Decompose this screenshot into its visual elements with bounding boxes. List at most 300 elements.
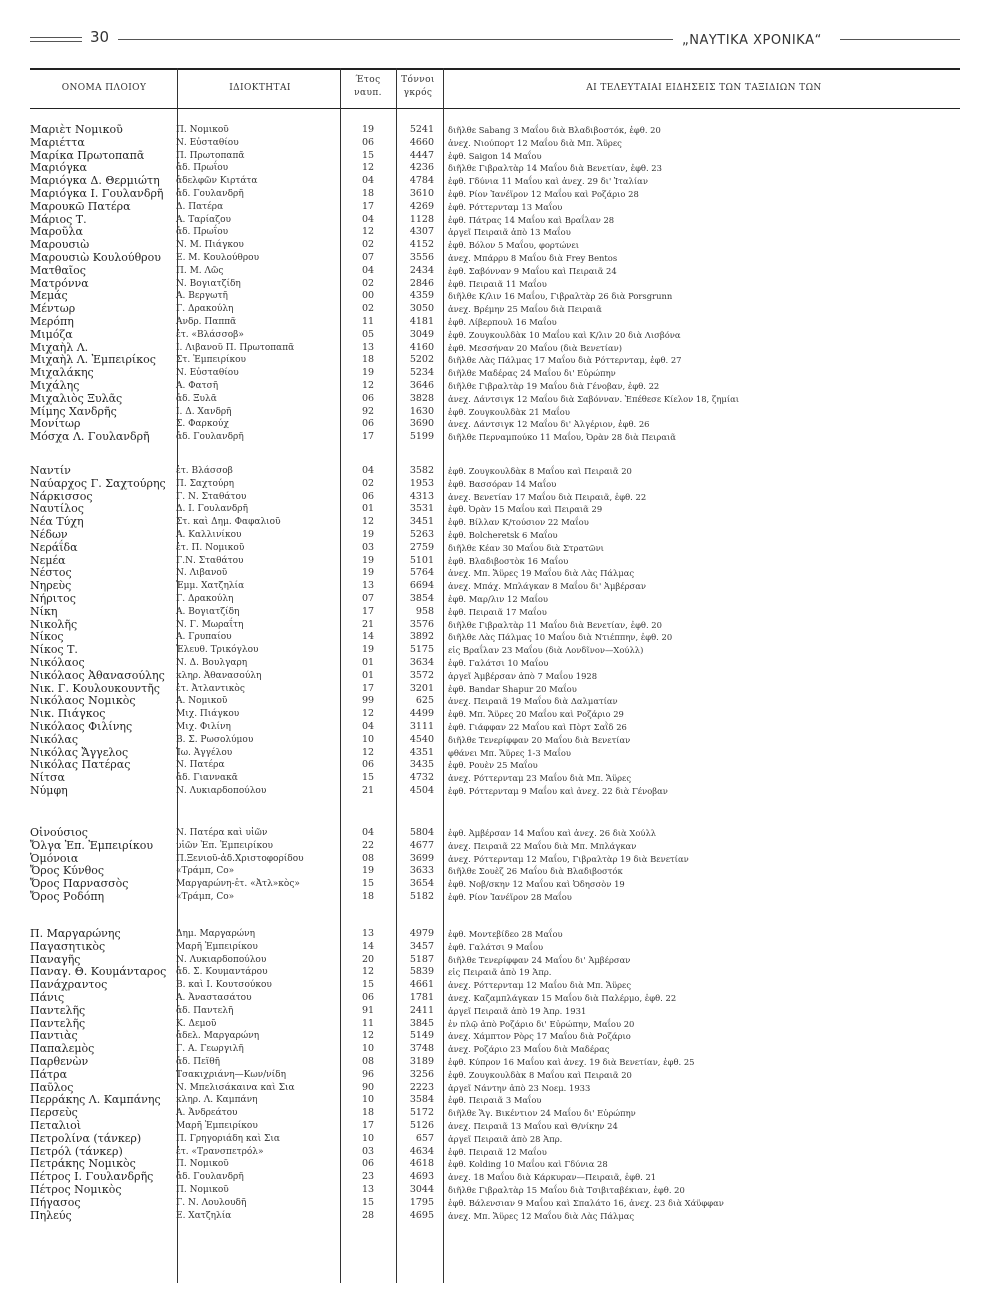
gross-tons: 4693	[409, 1171, 434, 1183]
ship-owner: Γ.Ν. Σταθάτου	[176, 555, 244, 566]
voyage-news: ἐφθ. Βασσόραν 14 Μαΐου	[448, 478, 557, 489]
ship-name: Μόσχα Λ. Γουλανδρῆ	[30, 430, 150, 444]
gross-tons: 4307	[409, 226, 434, 238]
gross-tons: 3531	[409, 503, 434, 515]
ship-name: Νέδων	[30, 527, 68, 541]
table-row	[30, 941, 960, 954]
gross-tons: 2223	[409, 1081, 434, 1093]
ship-owner: Π. Σαχτούρη	[176, 478, 235, 489]
gross-tons: 3556	[409, 251, 434, 263]
ship-name: Μίμης Χανδρῆς	[30, 404, 117, 418]
gross-tons: 625	[415, 695, 434, 707]
ship-name: Ναυτίλος	[30, 502, 84, 516]
ship-owner: Ε. Μ. Κουλούθρου	[176, 252, 260, 263]
build-year: 04	[361, 827, 375, 838]
ship-name: Μάριος Τ.	[30, 212, 87, 226]
voyage-news: ἀνεχ. Μπάχ. Μπλάγκαν 8 Μαΐου δι' Ἀμβέρσαν	[448, 581, 646, 592]
ship-name: Ματθαῖος	[30, 263, 86, 277]
build-year: 06	[361, 490, 375, 502]
gross-tons: 3828	[409, 392, 434, 404]
voyage-news: διῆλθε Γιβραλτὰρ 11 Μαΐου διὰ Βενετίαν, ἐφθ. 20	[448, 619, 662, 630]
voyage-news: διῆλθε Ἅγ. Βικέντιον 24 Μαΐου δι' Εὐρώπην	[448, 1108, 636, 1119]
ship-owner: Ν. Λιβανοῦ	[176, 568, 228, 579]
ship-owner: Π. Νομικοῦ	[176, 1159, 229, 1170]
gross-tons: 4695	[409, 1209, 434, 1221]
ship-owner: Β. Σ. Ρωσολύμου	[176, 734, 254, 745]
gross-tons: 3699	[409, 852, 434, 864]
gross-tons: 4269	[409, 200, 434, 212]
table-row	[30, 865, 960, 878]
build-year: 91	[361, 1004, 375, 1016]
gross-tons: 4359	[409, 290, 434, 302]
ship-owner: «Τράμπ, Co»	[176, 891, 235, 902]
build-year: 10	[361, 1094, 375, 1106]
voyage-news: ἐφθ. Ρίον Ἰανέϊρον 28 Μαΐου	[448, 891, 572, 902]
ship-owner: ἀδ. Ξυλᾶ	[176, 393, 217, 404]
ship-name: Μιχαλιὸς Ξυλᾶς	[30, 391, 123, 405]
gross-tons: 1630	[409, 405, 434, 417]
ship-name: Πάτρα	[30, 1067, 68, 1081]
ship-name: Νάρκισσος	[30, 489, 93, 503]
build-year: 15	[361, 979, 375, 991]
build-year: 06	[361, 759, 375, 771]
voyage-news: ἀργεῖ Νάντην ἀπὸ 23 Νοεμ. 1933	[448, 1082, 591, 1093]
table-row	[30, 175, 960, 188]
ship-name: Νήριτος	[30, 591, 76, 605]
build-year: 05	[361, 328, 375, 340]
gross-tons: 5175	[409, 644, 434, 656]
ship-owner: Α. Ἀναστασάτου	[176, 992, 252, 1003]
voyage-news: ἀνεχ. Πειραιᾶ 22 Μαΐου διὰ Μπ. Μπλάγκαν	[448, 840, 637, 851]
ship-owner: ἀδ. Γουλανδρῆ	[176, 1172, 244, 1183]
voyage-news: ἐφθ. Ρόττερνταμ 13 Μαΐου	[448, 201, 563, 212]
ship-name: Μαρουκῶ Πατέρα	[30, 199, 131, 213]
ship-owner: ἑτ. Ἀτλαντικὸς	[176, 683, 245, 694]
voyage-news: ἀνεχ. Ρόττερνταμ 12 Μαΐου, Γιβραλτὰρ 19 διὰ Βενετίαν	[448, 853, 689, 864]
ship-owner: Π. Νομικοῦ	[176, 1184, 229, 1195]
build-year: 15	[361, 149, 375, 161]
gross-tons: 3610	[409, 187, 434, 199]
ship-owner: υἱῶν Ἐπ. Ἐμπειρίκου	[176, 840, 273, 851]
voyage-news: διῆλθε Περναμπούκο 11 Μαΐου, Ὀρὰν 28 διὰ Πειραιᾶ	[448, 432, 676, 443]
gross-tons: 2846	[409, 277, 434, 289]
table-row	[30, 644, 960, 657]
gross-tons: 3572	[409, 669, 434, 681]
build-year: 17	[361, 682, 375, 694]
ship-name: Μιχαλάκης	[30, 366, 94, 380]
ship-name: Πηλεύς	[30, 1208, 72, 1222]
build-year: 19	[361, 567, 375, 579]
gross-tons: 3111	[409, 720, 434, 732]
ship-name: Παναγῆς	[30, 952, 81, 966]
table-row	[30, 606, 960, 619]
voyage-news: ἀργεῖ Πειραιᾶ ἀπὸ 13 Μαΐου	[448, 227, 571, 238]
column-header-tons-line1: Τόννοι	[401, 75, 435, 85]
ship-name: Νικόλαος Νομικὸς	[30, 694, 136, 708]
build-year: 28	[361, 1209, 375, 1221]
section-n	[30, 465, 960, 798]
gross-tons: 3633	[409, 865, 434, 877]
table-row	[30, 239, 960, 252]
ship-name: Ὄρος Ροδόπη	[30, 889, 105, 903]
build-year: 10	[361, 1132, 375, 1144]
gross-tons: 4504	[409, 784, 434, 796]
voyage-news: ἐφθ. Κύπρον 16 Μαΐου καὶ ἀνεχ. 19 διὰ Βενετίαν, ἐφθ. 25	[448, 1056, 695, 1067]
ship-owner: «Τράμπ, Co»	[176, 866, 235, 877]
ship-name: Πεταλιοὶ	[30, 1118, 82, 1132]
header-rule-middle	[118, 39, 673, 40]
ship-name: Μερόπη	[30, 314, 74, 328]
ship-owner: Ν. Εὐσταθίου	[176, 137, 239, 148]
table-row	[30, 303, 960, 316]
voyage-news: εἰς Βραΐλαν 23 Μαΐου (διὰ Λονδῖνον—Χούλλ)	[448, 645, 644, 656]
ship-name: Π. Μαργαρώνης	[30, 927, 121, 940]
gross-tons: 4677	[409, 839, 434, 851]
build-year: 12	[361, 746, 375, 758]
ship-owner: Ν. Λυκιαρδοπούλου	[176, 954, 267, 965]
ship-name: Πετρολίνα (τάνκερ)	[30, 1131, 142, 1145]
ship-owner: Ν. Βογιατζίδη	[176, 278, 241, 289]
table-row	[30, 491, 960, 504]
ship-name: Μαριόγκα Δ. Θερμιώτη	[30, 174, 160, 188]
voyage-news: ἐφθ. Bolcheretsk 6 Μαΐου	[448, 529, 558, 540]
gross-tons: 4540	[409, 733, 434, 745]
voyage-news: διῆλθε Κέαν 30 Μαΐου διὰ Στρατῶνι	[448, 542, 604, 553]
gross-tons: 4732	[409, 772, 434, 784]
ship-name: Οἰνούσιος	[30, 826, 88, 839]
ship-name: Μέντωρ	[30, 302, 76, 316]
gross-tons: 5172	[409, 1107, 434, 1119]
gross-tons: 1781	[409, 991, 434, 1003]
table-row	[30, 992, 960, 1005]
build-year: 18	[361, 1107, 375, 1119]
voyage-news: ἐφθ. Βλαδιβοστὸκ 16 Μαΐου	[448, 555, 569, 566]
ship-name: Νικόλας Πατέρας	[30, 758, 131, 772]
ship-owner: Α. Βογιατζίδη	[176, 606, 240, 617]
voyage-news: ἐφθ. Μεσσήναν 20 Μαΐου (διὰ Βενετίαν)	[448, 342, 622, 353]
ship-owner: ἀδ. Πρωΐου	[176, 163, 229, 174]
gross-tons: 3044	[409, 1183, 434, 1195]
voyage-news: ἐφθ. Ρόττερνταμ 9 Μαΐου καὶ ἀνεχ. 22 διὰ Γένοβαν	[448, 785, 668, 796]
voyage-news: ἀνεχ. Πειραιᾶ 13 Μαΐου καὶ Θ/νίκην 24	[448, 1120, 618, 1131]
build-year: 04	[361, 720, 375, 732]
voyage-news: φθάνει Μπ. Ἄϋρες 1-3 Μαΐου	[448, 747, 571, 758]
ship-owner: Α. Νομικοῦ	[176, 696, 228, 707]
build-year: 07	[361, 592, 375, 604]
table-row	[30, 354, 960, 367]
ship-name: Μαριόγκα	[30, 161, 87, 175]
build-year: 12	[361, 516, 375, 528]
voyage-news: διῆλθε Κ/λιν 16 Μαΐου, Γιβραλτὰρ 26 διὰ Porsgrunn	[448, 291, 673, 302]
build-year: 19	[361, 644, 375, 656]
table-row	[30, 252, 960, 265]
gross-tons: 1953	[409, 477, 434, 489]
table-row	[30, 290, 960, 303]
ship-owner: ἀδ. Σ. Κουμαντάρου	[176, 967, 268, 978]
voyage-news: ἐφθ. Γδύνια 11 Μαΐου καὶ ἀνεχ. 29 δι' Ἰταλίαν	[448, 176, 648, 187]
voyage-news: διῆλθε Γιβραλτὰρ 14 Μαΐου διὰ Βενετίαν, ἐφθ. 23	[448, 163, 662, 174]
build-year: 17	[361, 605, 375, 617]
gross-tons: 3690	[409, 418, 434, 430]
table-row	[30, 201, 960, 214]
ship-owner: Τσακιχριάνη—Κων/νίδη	[176, 1069, 286, 1080]
voyage-news: ἐφθ. Ζουγκουλδὰκ 8 Μαΐου καὶ Πειραιᾶ 20	[448, 1069, 632, 1080]
table-row	[30, 695, 960, 708]
build-year: 99	[361, 695, 375, 707]
gross-tons: 4236	[409, 162, 434, 174]
build-year: 02	[361, 277, 375, 289]
gross-tons: 5234	[409, 367, 434, 379]
ship-name: Νικόλαος	[30, 655, 85, 669]
ship-name: Παῦλος	[30, 1080, 74, 1094]
build-year: 19	[361, 124, 375, 135]
ship-owner: ἀδελφῶν Κιρτάτα	[176, 176, 258, 187]
column-header-news: ΑΙ ΤΕΛΕΥΤΑΙΑΙ ΕΙΔΗΣΕΙΣ ΤΩΝ ΤΑΞΙΔΙΩΝ ΤΩΝ	[586, 83, 822, 93]
ship-owner: ἀδ. Γιαννακᾶ	[176, 773, 238, 784]
table-row	[30, 1030, 960, 1043]
voyage-news: ἐφθ. Πειραιᾶ 12 Μαΐου	[448, 1146, 547, 1157]
voyage-news: διῆλθε Γιβραλτὰρ 15 Μαΐου διὰ Τσιβιταβέκιαν, ἐφθ. 20	[448, 1184, 685, 1195]
ship-name: Μαριόγκα Ι. Γουλανδρῆ	[30, 186, 164, 200]
table-row	[30, 734, 960, 747]
ship-owner: Ν. Πατέρα	[176, 760, 225, 771]
table-row	[30, 342, 960, 355]
ship-owner: ἀδ. Γουλανδρῆ	[176, 188, 244, 199]
table-row	[30, 1210, 960, 1223]
voyage-news: διῆλθε Sabang 3 Μαΐου διὰ Βλαδιβοστόκ, ἐφθ. 20	[448, 125, 661, 135]
ship-owner: Ν. Μ. Πιάγκου	[176, 240, 244, 251]
ship-name: Πανάχραντος	[30, 978, 108, 992]
table-row	[30, 657, 960, 670]
voyage-news: ἀργεῖ Πειραιᾶ ἀπὸ 19 Ἀπρ. 1931	[448, 1005, 587, 1016]
build-year: 03	[361, 1145, 375, 1157]
ship-owner: ἀδ. Γουλανδρῆ	[176, 432, 244, 443]
voyage-news: ἐφθ. Ζουγκουλδὰκ 10 Μαΐου καὶ Κ/λιν 20 διὰ Λισβόνα	[448, 329, 681, 340]
table-row	[30, 1184, 960, 1197]
build-year: 19	[361, 367, 375, 379]
build-year: 13	[361, 1183, 375, 1195]
voyage-news: ἐφθ. Ὀρὰν 15 Μαΐου καὶ Πειραιᾶ 29	[448, 504, 603, 515]
ship-owner: κληρ. Λ. Καμπάνη	[176, 1095, 258, 1106]
ship-owner: ἀδ. Παντελῆ	[176, 1005, 234, 1016]
build-year: 06	[361, 418, 375, 430]
gross-tons: 3256	[409, 1068, 434, 1080]
gross-tons: 5126	[409, 1119, 434, 1131]
ship-name: Παγασητικὸς	[30, 939, 106, 953]
table-row	[30, 1094, 960, 1107]
ship-name: Μαρίκα Πρωτοπαπᾶ	[30, 148, 145, 162]
voyage-news: ἐφθ. Ζουγκουλδὰκ 8 Μαΐου καὶ Πειραιᾶ 20	[448, 466, 632, 476]
ship-name: Παντελῆς	[30, 1016, 86, 1030]
build-year: 19	[361, 865, 375, 877]
voyage-news: διῆλθε Σουὲζ 26 Μαΐου διὰ Βλαδιβοστόκ	[448, 866, 623, 877]
gross-tons: 5149	[409, 1030, 434, 1042]
ship-name: Ὄλγα Ἐπ. Ἐμπειρίκου	[30, 838, 154, 852]
gross-tons: 4351	[409, 746, 434, 758]
table-row	[30, 785, 960, 798]
build-year: 02	[361, 239, 375, 251]
build-year: 15	[361, 772, 375, 784]
gross-tons: 3845	[409, 1017, 434, 1029]
gross-tons: 4313	[409, 490, 434, 502]
gross-tons: 4634	[409, 1145, 434, 1157]
build-year: 06	[361, 1158, 375, 1170]
table-row	[30, 418, 960, 431]
ship-owner: Π. Νομικοῦ	[176, 125, 229, 135]
gross-tons: 3576	[409, 618, 434, 630]
table-row	[30, 431, 960, 444]
build-year: 10	[361, 1043, 375, 1055]
build-year: 10	[361, 733, 375, 745]
table-row	[30, 593, 960, 606]
ship-owner: Μαρῆ Ἐμπειρίκου	[176, 1120, 258, 1131]
table-row	[30, 619, 960, 632]
voyage-news: ἐφθ. Λίβερπουλ 16 Μαΐου	[448, 316, 557, 327]
gross-tons: 4784	[409, 175, 434, 187]
table-header	[30, 68, 960, 109]
ship-name: Νύμφη	[30, 783, 68, 797]
voyage-news: ἀνεχ. Δάντσιγκ 12 Μαΐου διὰ Σαβόνναν. Ἐπέθεσε Κίελον 18, ζημίαι	[448, 393, 740, 404]
gross-tons: 5764	[409, 567, 434, 579]
table-row	[30, 278, 960, 291]
ship-owner: Γ. Α. Γεωργιλῆ	[176, 1044, 244, 1055]
ship-name: Νίτσα	[30, 771, 65, 785]
gross-tons: 5199	[409, 431, 434, 443]
ship-name: Πετρόλ (τάνκερ)	[30, 1144, 123, 1158]
gross-tons: 5182	[409, 890, 434, 902]
voyage-news: διῆλθε Μαδέρας 24 Μαΐου δι' Εὐρώπην	[448, 368, 616, 379]
ship-name: Νίκος	[30, 630, 64, 644]
table-row	[30, 478, 960, 491]
table-row	[30, 928, 960, 941]
ship-owner: Α. Γρυπαίου	[176, 632, 232, 643]
gross-tons: 3646	[409, 379, 434, 391]
build-year: 17	[361, 200, 375, 212]
gross-tons: 3634	[409, 656, 434, 668]
gross-tons: 2759	[409, 541, 434, 553]
table-row	[30, 162, 960, 175]
voyage-news: ἐφθ. Πειραιᾶ 17 Μαΐου	[448, 606, 547, 617]
build-year: 12	[361, 226, 375, 238]
ship-owner: Ν. Εὐσταθίου	[176, 368, 239, 379]
build-year: 19	[361, 554, 375, 566]
gross-tons: 4160	[409, 341, 434, 353]
table-row	[30, 214, 960, 227]
gross-tons: 3451	[409, 516, 434, 528]
table-row	[30, 1171, 960, 1184]
table-row	[30, 966, 960, 979]
ship-name: Μαριέττα	[30, 135, 85, 149]
ship-name: Νικόλαος Φιλίνης	[30, 719, 133, 733]
build-year: 04	[361, 465, 375, 476]
table-row	[30, 954, 960, 967]
ship-owner: Μαργαρώνη-ἑτ. «Ἀτλ»κὸς»	[176, 879, 300, 890]
build-year: 12	[361, 708, 375, 720]
table-row	[30, 1120, 960, 1133]
ship-name: Ὁμόνοια	[30, 851, 79, 865]
table-row	[30, 1107, 960, 1120]
ship-owner: Κ. Δεμοῦ	[176, 1018, 217, 1029]
ship-name: Ναντίν	[30, 464, 71, 477]
table-row	[30, 503, 960, 516]
ship-name: Παπαλεμὸς	[30, 1042, 95, 1056]
table-row	[30, 1069, 960, 1082]
ship-owner: Ν. Λυκιαρδοπούλου	[176, 785, 267, 796]
ship-owner: Μιχ. Πιάγκου	[176, 709, 240, 720]
ship-owner: Δ. Πατέρα	[176, 201, 224, 212]
build-year: 12	[361, 379, 375, 391]
voyage-news: ἐφθ. Βίλλαν Κ/τούσιον 22 Μαΐου	[448, 517, 589, 528]
voyage-news: διῆλθε Γιβραλτὰρ 19 Μαΐου διὰ Γένοβαν, ἐφθ. 22	[448, 380, 660, 391]
gross-tons: 6694	[409, 580, 434, 592]
voyage-news: ἀνεχ. Βενετίαν 17 Μαΐου διὰ Πειραιᾶ, ἐφθ. 22	[448, 491, 647, 502]
table-row	[30, 265, 960, 278]
gross-tons: 4181	[409, 315, 434, 327]
gross-tons: 4661	[409, 979, 434, 991]
ship-owner: Β. καὶ Ι. Κουτσούκου	[176, 980, 272, 991]
ship-name: Μιχάλης	[30, 378, 80, 392]
build-year: 92	[361, 405, 375, 417]
gross-tons: 4499	[409, 708, 434, 720]
voyage-news: ἀνεχ. Ρόττερνταμ 12 Μαΐου διὰ Μπ. Ἄϋρες	[448, 980, 632, 991]
table-row	[30, 150, 960, 163]
ship-name: Νικολῆς	[30, 617, 78, 631]
build-year: 21	[361, 618, 375, 630]
gross-tons: 3435	[409, 759, 434, 771]
table-row	[30, 516, 960, 529]
ship-owner: κληρ. Ἀθανασούλη	[176, 670, 262, 681]
table-row	[30, 542, 960, 555]
gross-tons: 4152	[409, 239, 434, 251]
table-row	[30, 380, 960, 393]
gross-tons: 4618	[409, 1158, 434, 1170]
voyage-news: ἀνεχ. Χάμπτον Ρὸρς 17 Μαΐου διὰ Ροζάριο	[448, 1031, 631, 1042]
table-row	[30, 406, 960, 419]
ship-owner: Π. Γρηγοριάδη καὶ Σια	[176, 1133, 280, 1144]
voyage-news: ἐφθ. Kolding 10 Μαΐου καὶ Γδύνια 28	[448, 1159, 608, 1170]
table-row	[30, 979, 960, 992]
gross-tons: 3201	[409, 682, 434, 694]
header-rule-left	[30, 37, 82, 38]
gross-tons: 5804	[409, 827, 434, 838]
gross-tons: 5241	[409, 124, 434, 135]
build-year: 00	[361, 290, 375, 302]
voyage-news: ἀνεχ. Καζαμπλάγκαν 15 Μαΐου διὰ Παλέρμο, ἐφθ. 22	[448, 992, 677, 1003]
gross-tons: 3892	[409, 631, 434, 643]
voyage-news: ἀργεῖ Ἀμβέρσαν ἀπὸ 7 Μαΐου 1928	[448, 670, 598, 681]
voyage-news: ἀνεχ. Ρόττερνταμ 23 Μαΐου διὰ Μπ. Ἄϋρες	[448, 773, 632, 784]
table-row	[30, 1018, 960, 1031]
build-year: 15	[361, 878, 375, 890]
table-row	[30, 1146, 960, 1159]
voyage-news: διῆλθε Τενερίφφαν 24 Μαΐου δι' Ἀμβέρσαν	[448, 954, 631, 965]
gross-tons: 3748	[409, 1043, 434, 1055]
ship-name: Μονίτωρ	[30, 417, 81, 431]
ship-name: Νηρεὺς	[30, 579, 72, 593]
ship-name: Πέτρος Νομικὸς	[30, 1182, 122, 1196]
ship-name: Νίκος Τ.	[30, 643, 78, 657]
ship-name: Νικόλας	[30, 732, 78, 746]
section-o	[30, 827, 960, 904]
ship-name: Πήγασος	[30, 1195, 81, 1209]
table-row	[30, 840, 960, 853]
table-row	[30, 393, 960, 406]
voyage-news: ἐφθ. Μαρ/λιν 12 Μαΐου	[448, 593, 549, 604]
table-row	[30, 567, 960, 580]
table-row	[30, 683, 960, 696]
build-year: 04	[361, 175, 375, 187]
build-year: 18	[361, 187, 375, 199]
